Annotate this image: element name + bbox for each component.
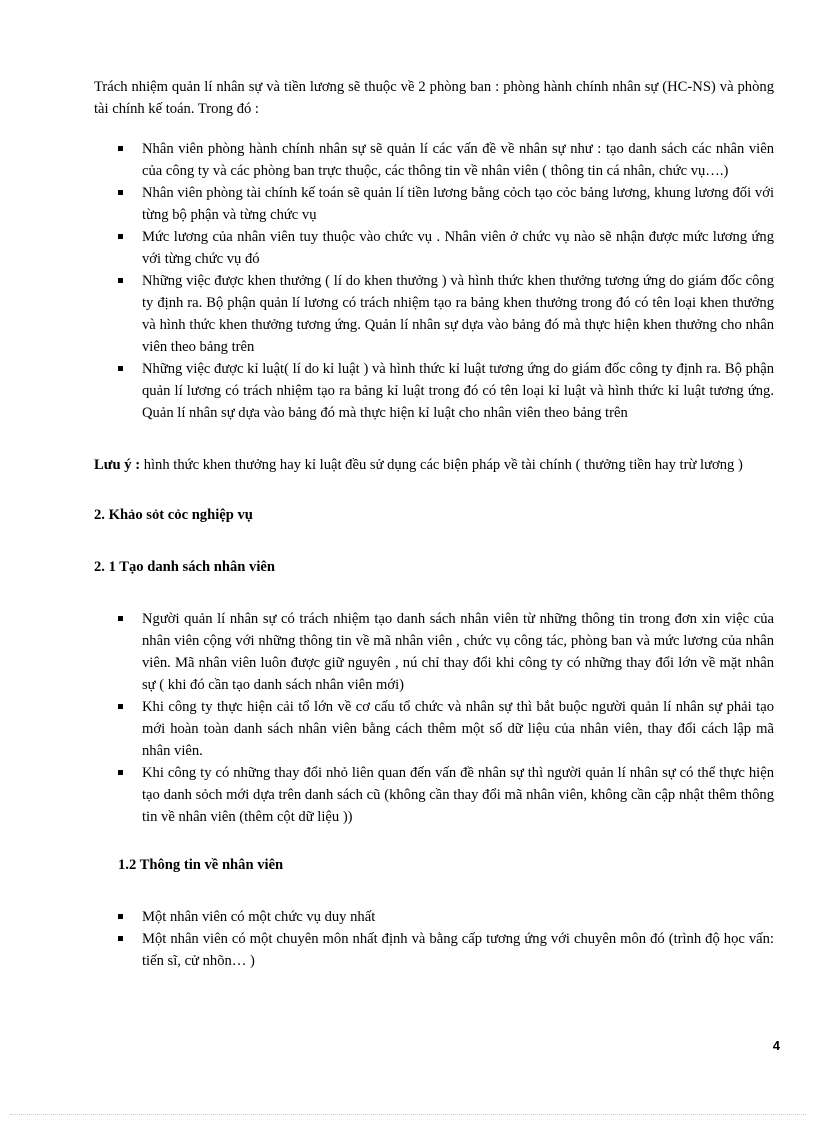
square-bullet-icon: [118, 770, 123, 775]
page-number: 4: [772, 1038, 780, 1053]
square-bullet-icon: [118, 190, 123, 195]
list-item: Người quản lí nhân sự có trách nhiệm tạo danh sách nhân viên từ những thông tin trong đơn xin việc của nhân viên cộng với những thông tin về mã nhân viên , chức vụ công tác, phòng ban và mức lương của nhân viên. Mã nhân viên luôn được giữ nguyên , nú chỉ thay đổi khi công ty có những thay đổi lớn về mặt nhân sự ( khi đó cần tạo danh sách nhân viên mới): [94, 608, 774, 696]
list-item: Những việc được kỉ luật( lí do kỉ luật ) và hình thức kỉ luật tương ứng do giám đốc công ty định ra. Bộ phận quản lí lương có trách nhiệm tạo ra bảng kỉ luật trong đó có tên loại kỉ luật và hình thức kỉ luật tương ứng. Quản lí nhân sự dựa vào bảng đó mà thực hiện kỉ luật cho nhân viên theo bảng trên: [94, 358, 774, 424]
list-item: Một nhân viên có một chuyên môn nhất định và bằng cấp tương ứng với chuyên môn đó (trình độ học vấn: tiến sĩ, cử nhõn… ): [94, 928, 774, 972]
list-item: Nhân viên phòng tài chính kế toán sẽ quản lí tiền lương bằng cỏch tạo cỏc bảng lương, khung lương đối với từng bộ phận và từng chức vụ: [94, 182, 774, 226]
subsection-heading: 2. 1 Tạo danh sách nhân viên: [94, 559, 276, 575]
square-bullet-icon: [118, 234, 123, 239]
square-bullet-icon: [118, 146, 123, 151]
section-heading: 2. Khảo sỏt cỏc nghiệp vụ: [94, 507, 253, 523]
list-item: Nhân viên phòng hành chính nhân sự sẽ quản lí các vấn đề về nhân sự như : tạo danh sách các nhân viên của công ty và các phòng ban trực thuộc, các thông tin về nhân viên ( thông tin cá nhân, chức vụ….): [94, 138, 774, 182]
subsection-heading: 1.2 Thông tin về nhân viên: [118, 857, 284, 873]
note-paragraph: [94, 454, 774, 476]
list-item: Mức lương của nhân viên tuy thuộc vào chức vụ . Nhân viên ở chức vụ nào sẽ nhận được mức lương ứng với từng chức vụ đó: [94, 226, 774, 270]
employee-list-steps: [94, 608, 774, 828]
square-bullet-icon: [118, 914, 123, 919]
square-bullet-icon: [118, 616, 123, 621]
document-page: [94, 76, 774, 972]
square-bullet-icon: [118, 366, 123, 371]
employee-info-list: [94, 906, 774, 972]
list-item: Khi công ty có những thay đổi nhỏ liên quan đến vấn đề nhân sự thì người quản lí nhân sự có thể thực hiện tạo danh sỏch mới dựa trên danh sách cũ (không cần thay đổi mã nhân viên, không cần cập nhật thêm thông tin về nhân viên (thêm cột dữ liệu )): [94, 762, 774, 828]
page-border: [10, 1114, 806, 1115]
square-bullet-icon: [118, 936, 123, 941]
list-item: Một nhân viên có một chức vụ duy nhất: [94, 906, 774, 928]
list-item: Khi công ty thực hiện cải tổ lớn về cơ cấu tổ chức và nhân sự thì bắt buộc người quản lí nhân sự phải tạo mới hoàn toàn danh sách nhân viên bằng cách thêm một số dữ liệu của nhân viên, thay đổi cách lập mã nhân viên.: [94, 696, 774, 762]
note-label: Lưu ý :: [94, 457, 141, 473]
intro-paragraph: Trách nhiệm quản lí nhân sự và tiền lương sẽ thuộc về 2 phòng ban : phòng hành chính nhân sự (HC-NS) và phòng tài chính kế toán. Trong đó :: [94, 79, 774, 117]
list-item: Những việc được khen thưởng ( lí do khen thưởng ) và hình thức khen thưởng tương ứng do giám đốc công ty định ra. Bộ phận quản lí lương có trách nhiệm tạo ra bảng khen thưởng trong đó có tên loại khen thưởng và hình thức khen thưởng tương ứng. Quản lí nhân sự dựa vào bảng đó mà thực hiện khen thưởng cho nhân viên theo bảng trên: [94, 270, 774, 358]
responsibility-list: [94, 138, 774, 424]
square-bullet-icon: [118, 278, 123, 283]
note-text: hình thức khen thưởng hay kỉ luật đều sử dụng các biện pháp về tài chính ( thưởng tiền hay trừ lương ): [140, 457, 743, 473]
square-bullet-icon: [118, 704, 123, 709]
